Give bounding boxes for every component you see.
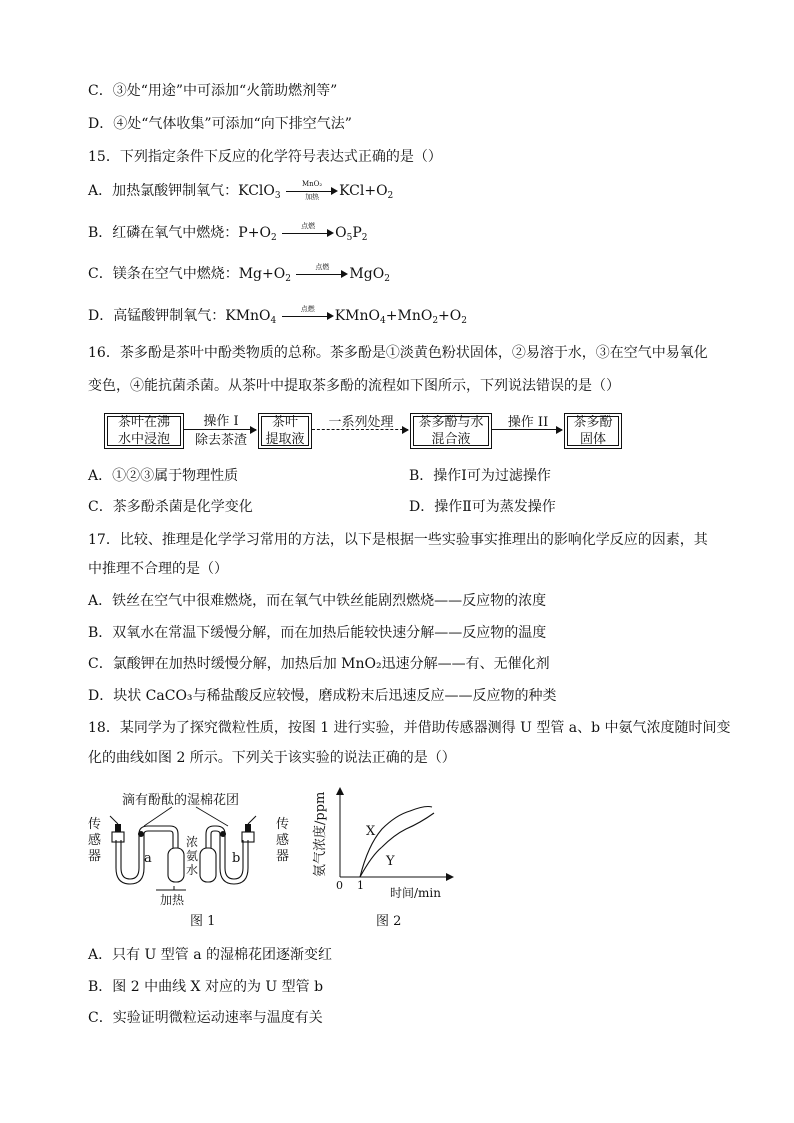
q16-option-d: D．操作Ⅱ可为蒸发操作 <box>409 499 556 515</box>
flow-box-extract: 茶叶 提取液 <box>258 413 312 449</box>
flow-arrow <box>184 429 256 430</box>
reaction-arrow: 点燃 <box>282 306 334 326</box>
svg-text:传: 传 <box>88 817 102 832</box>
flow-label-op1-sub: 除去茶渣 <box>194 433 247 448</box>
curve-y-label: Y <box>386 854 395 869</box>
q18-stem-line1: 18．某同学为了探究微粒性质，按图 1 进行实验，并借助传感器测得 U 型管 a、b 中氨气浓度随时间变 <box>88 720 731 736</box>
q16-stem-line1: 16．茶多酚是茶叶中酚类物质的总称。茶多酚是①淡黄色粉状固体，②易溶于水，③在空气中易氧化 <box>88 345 708 361</box>
q17-option-c: C．氯酸钾在加热时缓慢分解，加热后加 MnO₂迅速分解——有、无催化剂 <box>88 656 550 672</box>
svg-text:器: 器 <box>88 849 102 864</box>
y-axis-label: 氨气浓度/ppm <box>313 791 328 877</box>
q17-option-a: A．铁丝在空气中很难燃烧，而在氧气中铁丝能剧烈燃烧——反应物的浓度 <box>88 593 547 609</box>
q18-option-c: C．实验证明微粒运动速率与温度有关 <box>88 1010 323 1026</box>
x-axis-label: 时间/min <box>390 886 441 900</box>
figure1-apparatus <box>86 790 306 908</box>
svg-text:传: 传 <box>276 817 290 832</box>
figure2-caption: 图 2 <box>376 914 402 929</box>
reaction-arrow: MnO₂ 加热 <box>286 181 338 201</box>
q17-option-d: D．块状 CaCO₃与稀盐酸反应较慢，磨成粉末后迅速反应——反应物的种类 <box>88 688 557 704</box>
q15-stem: 15．下列指定条件下反应的化学符号表达式正确的是（） <box>88 149 442 165</box>
reaction-arrow: 点燃 <box>296 264 348 284</box>
q17-stem-line1: 17．比较、推理是化学学习常用的方法，以下是根据一些实验事实推理出的影响化学反应的因素，其 <box>88 532 708 548</box>
flow-label-op1: 操作 I <box>203 414 239 429</box>
reaction-arrow: 点燃 <box>282 223 334 243</box>
flow-box-mixture: 茶多酚与水 混合液 <box>410 413 492 449</box>
q18-option-b: B．图 2 中曲线 X 对应的为 U 型管 b <box>88 979 324 995</box>
flow-label-op3: 操作 II <box>507 415 549 430</box>
flow-arrow-dashed <box>312 429 408 430</box>
flow-arrow <box>492 429 562 430</box>
q15-option-c: C．镁条在空气中燃烧：$Mg+O_2$ 点燃 MgO$_2$ <box>88 263 390 284</box>
flow-box-solid: 茶多酚 固体 <box>564 413 622 449</box>
q16-option-c: C．茶多酚杀菌是化学变化 <box>88 499 253 515</box>
q16-stem-line2: 变色，④能抗菌杀菌。从茶叶中提取茶多酚的流程如下图所示，下列说法错误的是（） <box>88 378 620 394</box>
q17-option-b: B．双氧水在常温下缓慢分解，而在加热后能较快速分解——反应物的温度 <box>88 625 547 641</box>
q15-option-d: D．高锰酸钾制氧气：KMnO$_4$ 点燃 $KMnO_4+MnO_2+O_2$ <box>88 305 467 326</box>
svg-text:感: 感 <box>276 833 290 848</box>
q16-option-b: B．操作Ⅰ可为过滤操作 <box>409 468 551 484</box>
flow-label-op2: 一系列处理 <box>328 415 394 430</box>
q18-option-a: A．只有 U 型管 a 的湿棉花团逐渐变红 <box>88 947 333 963</box>
q14-option-d: D．④处“气体收集”可添加“向下排空气法” <box>88 116 352 132</box>
origin-label: 0 <box>336 879 343 892</box>
q15-option-a: A．加热氯酸钾制氧气：KClO$_3$ MnO₂ 加热 $KCl+O_2$ <box>88 180 394 201</box>
q15-option-b: B．红磷在氧气中燃烧：$P+O_2$ 点燃 $O_5P_2$ <box>88 222 368 243</box>
svg-text:器: 器 <box>276 849 290 864</box>
heat-label: 加热 <box>160 893 185 907</box>
tube-a-label: a <box>144 851 152 866</box>
svg-text:感: 感 <box>88 833 102 848</box>
extraction-flowchart <box>104 409 624 455</box>
svg-text:水: 水 <box>186 863 199 877</box>
q17-stem-line2: 中推理不合理的是（） <box>88 561 228 577</box>
q18-stem-line2: 化的曲线如图 2 所示。下列关于该实验的说法正确的是（） <box>88 750 456 766</box>
q16-option-a: A．①②③属于物理性质 <box>88 468 239 484</box>
figure2-curve <box>310 785 460 905</box>
q14-option-c: C．③处“用途”中可添加“火箭助燃剂等” <box>88 83 338 99</box>
x-tick-1: 1 <box>357 879 364 892</box>
figure1-caption: 图 1 <box>190 914 216 929</box>
flow-box-soak: 茶叶在沸 水中浸泡 <box>104 413 184 449</box>
svg-text:浓: 浓 <box>186 835 199 849</box>
curve-x-label: X <box>366 824 376 839</box>
cotton-label: 滴有酚酞的湿棉花团 <box>122 793 240 808</box>
tube-b-label: b <box>232 851 241 866</box>
svg-text:氨: 氨 <box>186 849 199 863</box>
